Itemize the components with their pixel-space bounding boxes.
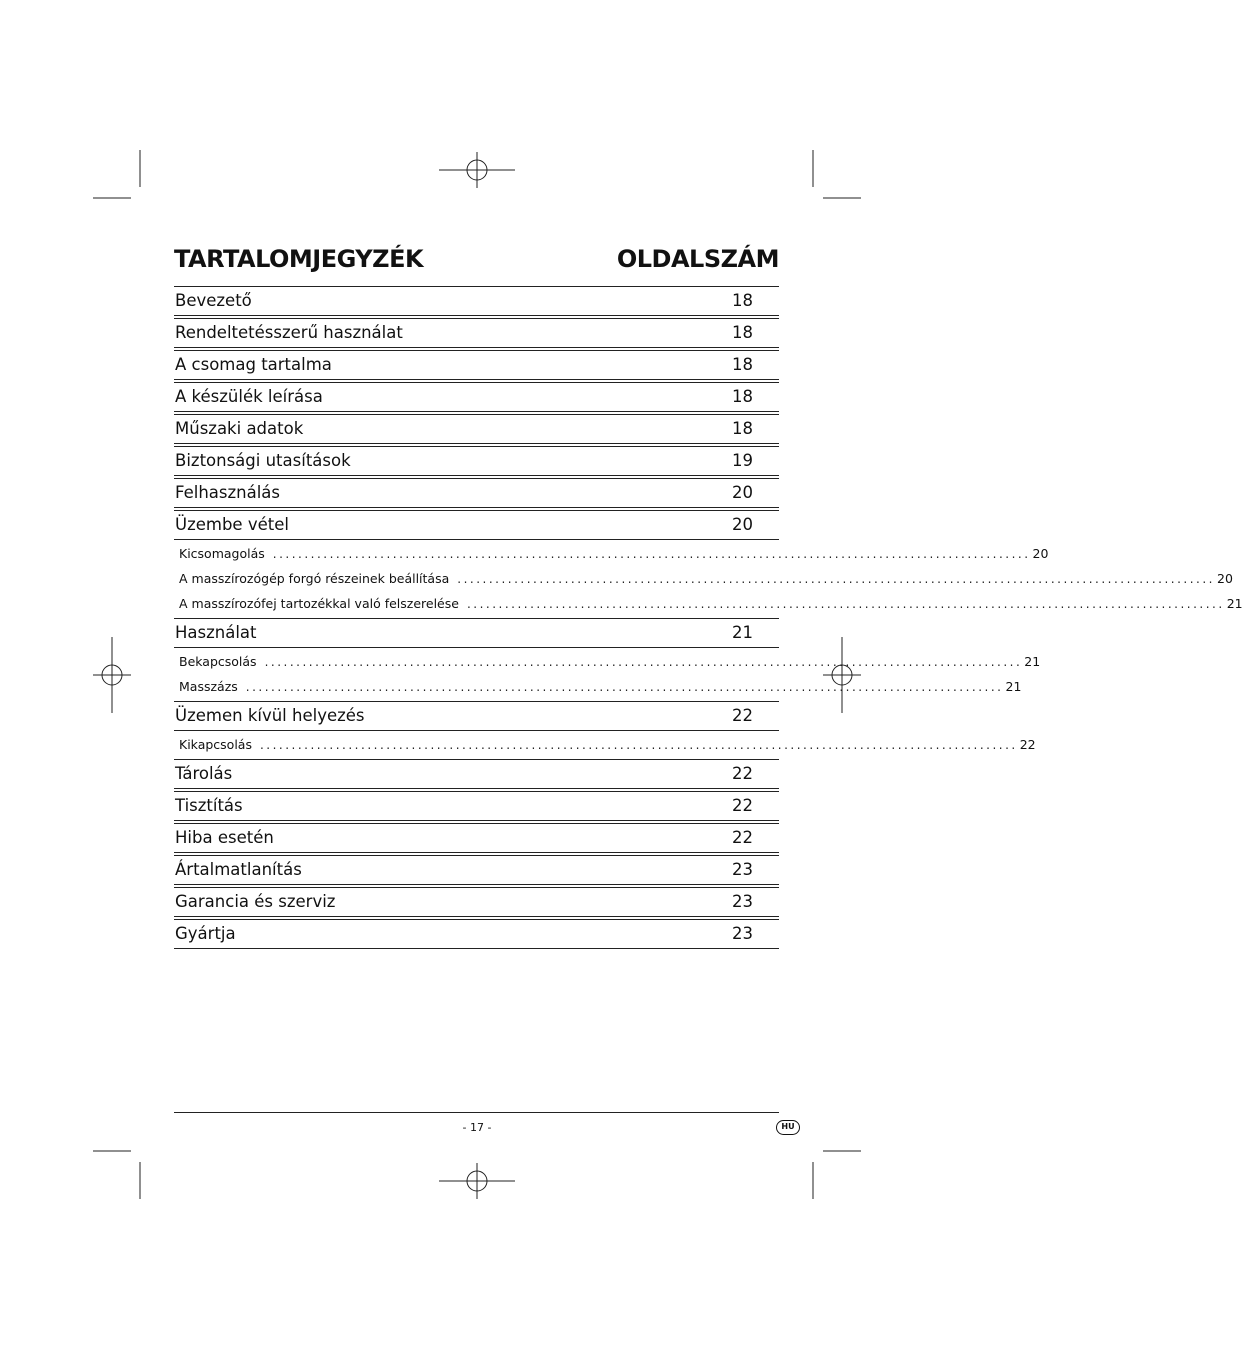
toc-entry-label: Tárolás bbox=[175, 764, 233, 783]
toc-entry-label: Felhasználás bbox=[175, 483, 281, 502]
dot-leader: ........................................................................................................................ bbox=[457, 571, 1215, 586]
toc-entry[interactable] bbox=[174, 446, 779, 476]
toc-entry[interactable] bbox=[174, 618, 779, 648]
toc-subentry-label: Masszázs bbox=[179, 679, 238, 694]
toc-entry-label: Gyártja bbox=[175, 924, 236, 943]
toc-entry-label: Üzemen kívül helyezés bbox=[175, 706, 365, 725]
toc-entry-page: 21 bbox=[732, 623, 753, 642]
language-badge: HU bbox=[776, 1120, 800, 1135]
toc-entry[interactable] bbox=[174, 823, 779, 853]
toc-subentry[interactable] bbox=[174, 541, 1049, 566]
toc-subentry-page: 20 bbox=[1217, 571, 1233, 586]
toc-entry-label: Rendeltetésszerű használat bbox=[175, 323, 403, 342]
toc-entry[interactable] bbox=[174, 382, 779, 412]
footer-divider bbox=[174, 1112, 779, 1113]
toc-entry-label: Bevezető bbox=[175, 291, 252, 310]
toc-entry[interactable] bbox=[174, 887, 779, 917]
toc-entry-label: Tisztítás bbox=[175, 796, 243, 815]
toc-title: TARTALOMJEGYZÉK bbox=[174, 245, 424, 273]
toc-subentry-label: Kicsomagolás bbox=[179, 546, 265, 561]
toc-entry[interactable] bbox=[174, 286, 779, 316]
toc-entry[interactable] bbox=[174, 919, 779, 949]
toc-subentry-page: 21 bbox=[1005, 679, 1022, 694]
page-number: - 17 - bbox=[462, 1121, 492, 1134]
toc-entry-page: 23 bbox=[732, 924, 753, 943]
page-column-title: OLDALSZÁM bbox=[616, 245, 779, 273]
toc-entry-page: 18 bbox=[732, 355, 753, 374]
toc-entry-page: 20 bbox=[732, 515, 753, 534]
toc-entry-page: 23 bbox=[732, 892, 753, 911]
toc-entry[interactable] bbox=[174, 510, 779, 540]
toc-header bbox=[174, 244, 779, 276]
toc-entry-label: Ártalmatlanítás bbox=[175, 860, 302, 879]
dot-leader: ........................................................................................................................ bbox=[466, 596, 1225, 611]
toc-entry-label: A készülék leírása bbox=[175, 387, 323, 406]
toc-entry-page: 20 bbox=[732, 483, 753, 502]
toc-entry[interactable] bbox=[174, 350, 779, 380]
toc-subentry[interactable] bbox=[174, 674, 1022, 699]
toc-entry-page: 18 bbox=[732, 291, 753, 310]
toc-subentry[interactable] bbox=[174, 732, 1036, 757]
toc-subentry-label: A masszírozógép forgó részeinek beállítása bbox=[179, 571, 450, 586]
toc-entry-page: 22 bbox=[732, 796, 753, 815]
toc-entry[interactable] bbox=[174, 318, 779, 348]
toc-subentry-label: Bekapcsolás bbox=[179, 654, 257, 669]
toc-subentry-label: Kikapcsolás bbox=[179, 737, 252, 752]
dot-leader: ........................................................................................................................ bbox=[264, 654, 1023, 669]
toc-subentries bbox=[174, 541, 1243, 616]
toc-entry-page: 22 bbox=[732, 828, 753, 847]
toc-subentry-page: 22 bbox=[1019, 737, 1036, 752]
toc-entry-label: Biztonsági utasítások bbox=[175, 451, 351, 470]
toc-entry-label: Garancia és szerviz bbox=[175, 892, 336, 911]
toc-entry[interactable] bbox=[174, 855, 779, 885]
table-of-contents bbox=[174, 284, 1243, 949]
dot-leader: ........................................................................................................................ bbox=[272, 546, 1031, 561]
toc-subentry-label: A masszírozófej tartozékkal való felszerelése bbox=[179, 596, 459, 611]
toc-entry-label: Hiba esetén bbox=[175, 828, 274, 847]
toc-entry-page: 22 bbox=[732, 706, 753, 725]
toc-entry-page: 23 bbox=[732, 860, 753, 879]
toc-entry-page: 22 bbox=[732, 764, 753, 783]
dot-leader: ........................................................................................................................ bbox=[259, 737, 1018, 752]
toc-entry[interactable] bbox=[174, 701, 779, 731]
toc-entry-label: Használat bbox=[175, 623, 257, 642]
toc-entry-page: 18 bbox=[732, 323, 753, 342]
toc-subentry-page: 20 bbox=[1032, 546, 1049, 561]
toc-subentry-page: 21 bbox=[1226, 596, 1243, 611]
toc-subentry-page: 21 bbox=[1024, 654, 1041, 669]
toc-subentry[interactable] bbox=[174, 591, 1243, 616]
toc-entry[interactable] bbox=[174, 759, 779, 789]
toc-entry[interactable] bbox=[174, 414, 779, 444]
toc-subentry[interactable] bbox=[174, 566, 1233, 591]
toc-subentries bbox=[174, 732, 1036, 757]
toc-subentries bbox=[174, 649, 1041, 699]
toc-entry-page: 18 bbox=[732, 387, 753, 406]
toc-entry-label: Műszaki adatok bbox=[175, 419, 304, 438]
toc-entry-label: A csomag tartalma bbox=[175, 355, 332, 374]
toc-entry[interactable] bbox=[174, 791, 779, 821]
toc-subentry[interactable] bbox=[174, 649, 1041, 674]
toc-entry[interactable] bbox=[174, 478, 779, 508]
toc-entry-label: Üzembe vétel bbox=[175, 515, 289, 534]
toc-entry-page: 18 bbox=[732, 419, 753, 438]
dot-leader: ........................................................................................................................ bbox=[245, 679, 1004, 694]
toc-entry-page: 19 bbox=[732, 451, 753, 470]
